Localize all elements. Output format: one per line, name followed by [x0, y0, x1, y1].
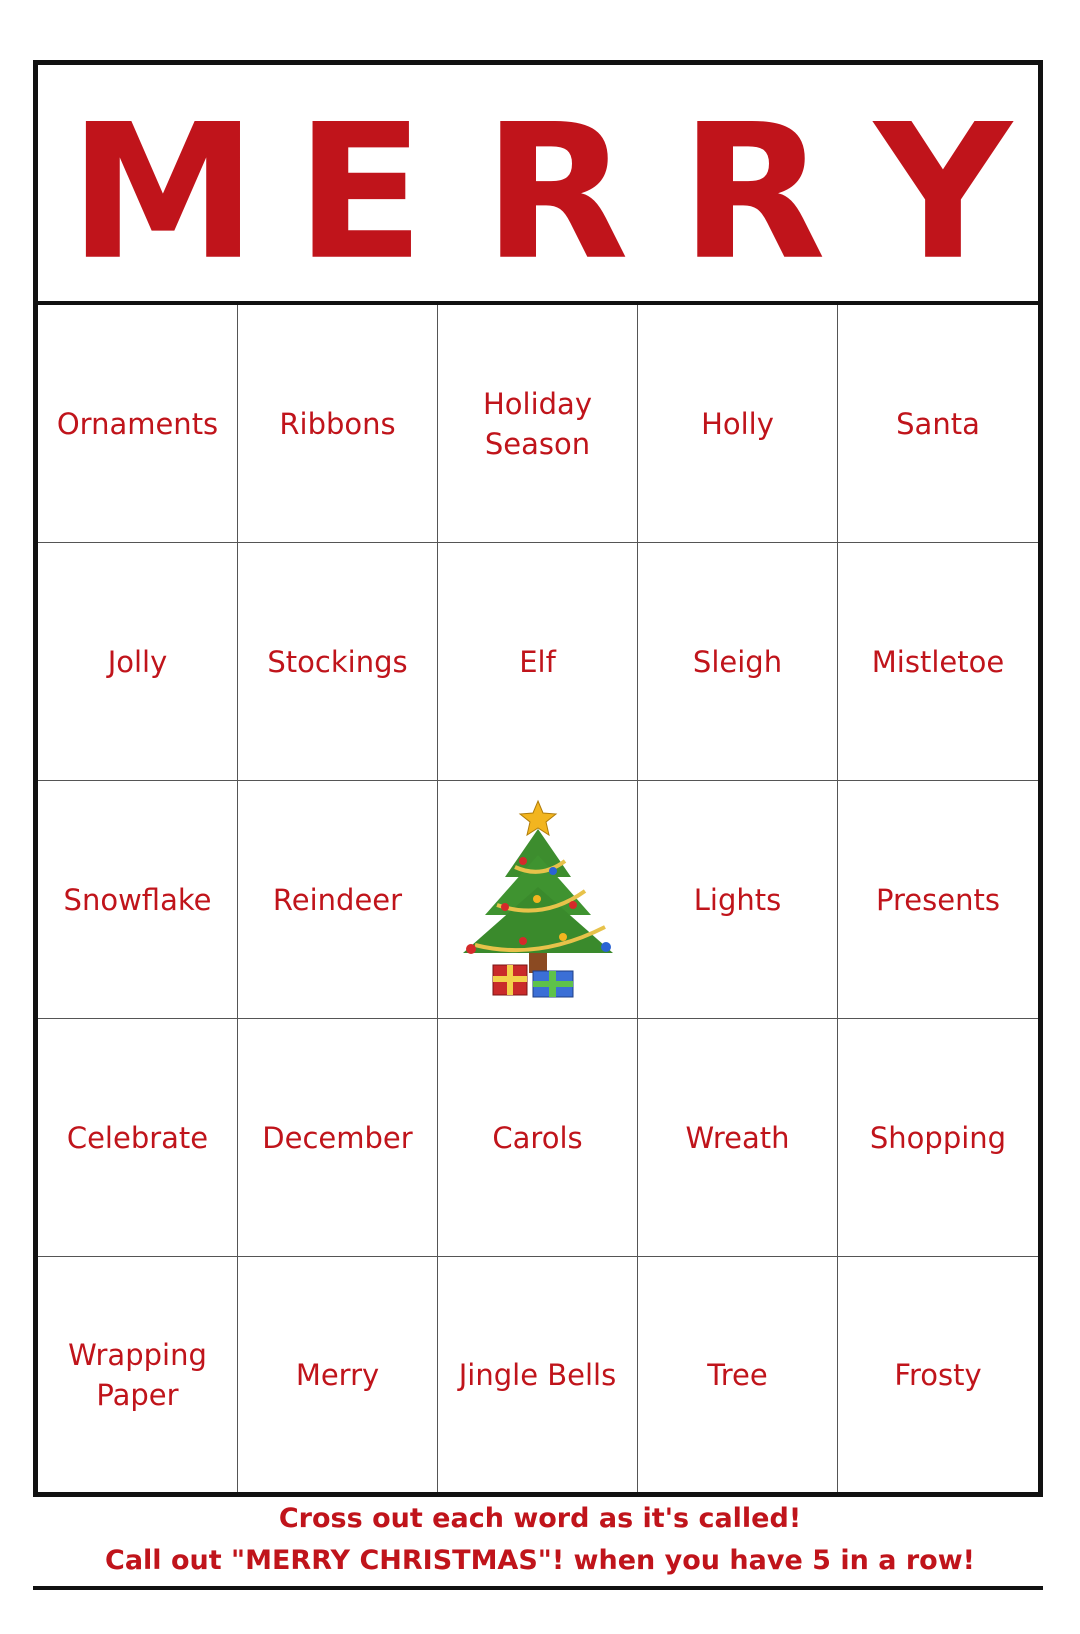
grid-cell[interactable]: Jingle Bells	[438, 1257, 638, 1492]
free-space-cell[interactable]	[438, 781, 638, 1019]
grid-cell[interactable]: Shopping	[838, 1019, 1038, 1257]
title-row	[38, 65, 1038, 305]
grid-cell[interactable]: Ribbons	[238, 305, 438, 543]
grid-cell[interactable]: Lights	[638, 781, 838, 1019]
grid-cell[interactable]: Santa	[838, 305, 1038, 543]
grid-cell[interactable]: Holiday Season	[438, 305, 638, 543]
grid-cell[interactable]: Carols	[438, 1019, 638, 1257]
grid-cell[interactable]: Jolly	[38, 543, 238, 781]
grid-cell[interactable]: December	[238, 1019, 438, 1257]
grid-cell[interactable]: Elf	[438, 543, 638, 781]
title-letter-r2: R	[679, 84, 827, 301]
instructions-line-2: Call out "MERRY CHRISTMAS"! when you have 5 in a row!	[105, 1545, 975, 1576]
grid-cell[interactable]: Sleigh	[638, 543, 838, 781]
bottom-divider	[33, 1586, 1043, 1590]
grid-cell[interactable]: Frosty	[894, 1357, 982, 1392]
grid-cell[interactable]: Stockings	[238, 543, 438, 781]
title-letter-r1: R	[482, 84, 630, 301]
bingo-grid	[38, 305, 1038, 1492]
grid-cell[interactable]: Mistletoe	[838, 543, 1038, 781]
instructions-line-1: Cross out each word as it's called!	[278, 1503, 802, 1534]
title-letter-y: Y	[874, 84, 1012, 301]
grid-cell[interactable]: Merry	[238, 1257, 438, 1492]
grid-cell[interactable]: Wrapping Paper	[38, 1257, 238, 1492]
bingo-card	[33, 60, 1043, 1497]
grid-cell[interactable]: Tree	[638, 1257, 838, 1492]
grid-cell[interactable]: Holly	[638, 305, 838, 543]
grid-cell[interactable]: Presents	[838, 781, 1038, 1019]
christmas-tree-icon	[453, 795, 623, 1005]
title-letter-m: M	[68, 84, 258, 301]
grid-cell[interactable]: Wreath	[638, 1019, 838, 1257]
grid-cell[interactable]: Ornaments	[38, 305, 238, 543]
grid-cell[interactable]: Snowflake	[38, 781, 238, 1019]
grid-cell[interactable]: Celebrate	[38, 1019, 238, 1257]
grid-cell[interactable]: Reindeer	[238, 781, 438, 1019]
title-letter-e: E	[295, 84, 425, 301]
